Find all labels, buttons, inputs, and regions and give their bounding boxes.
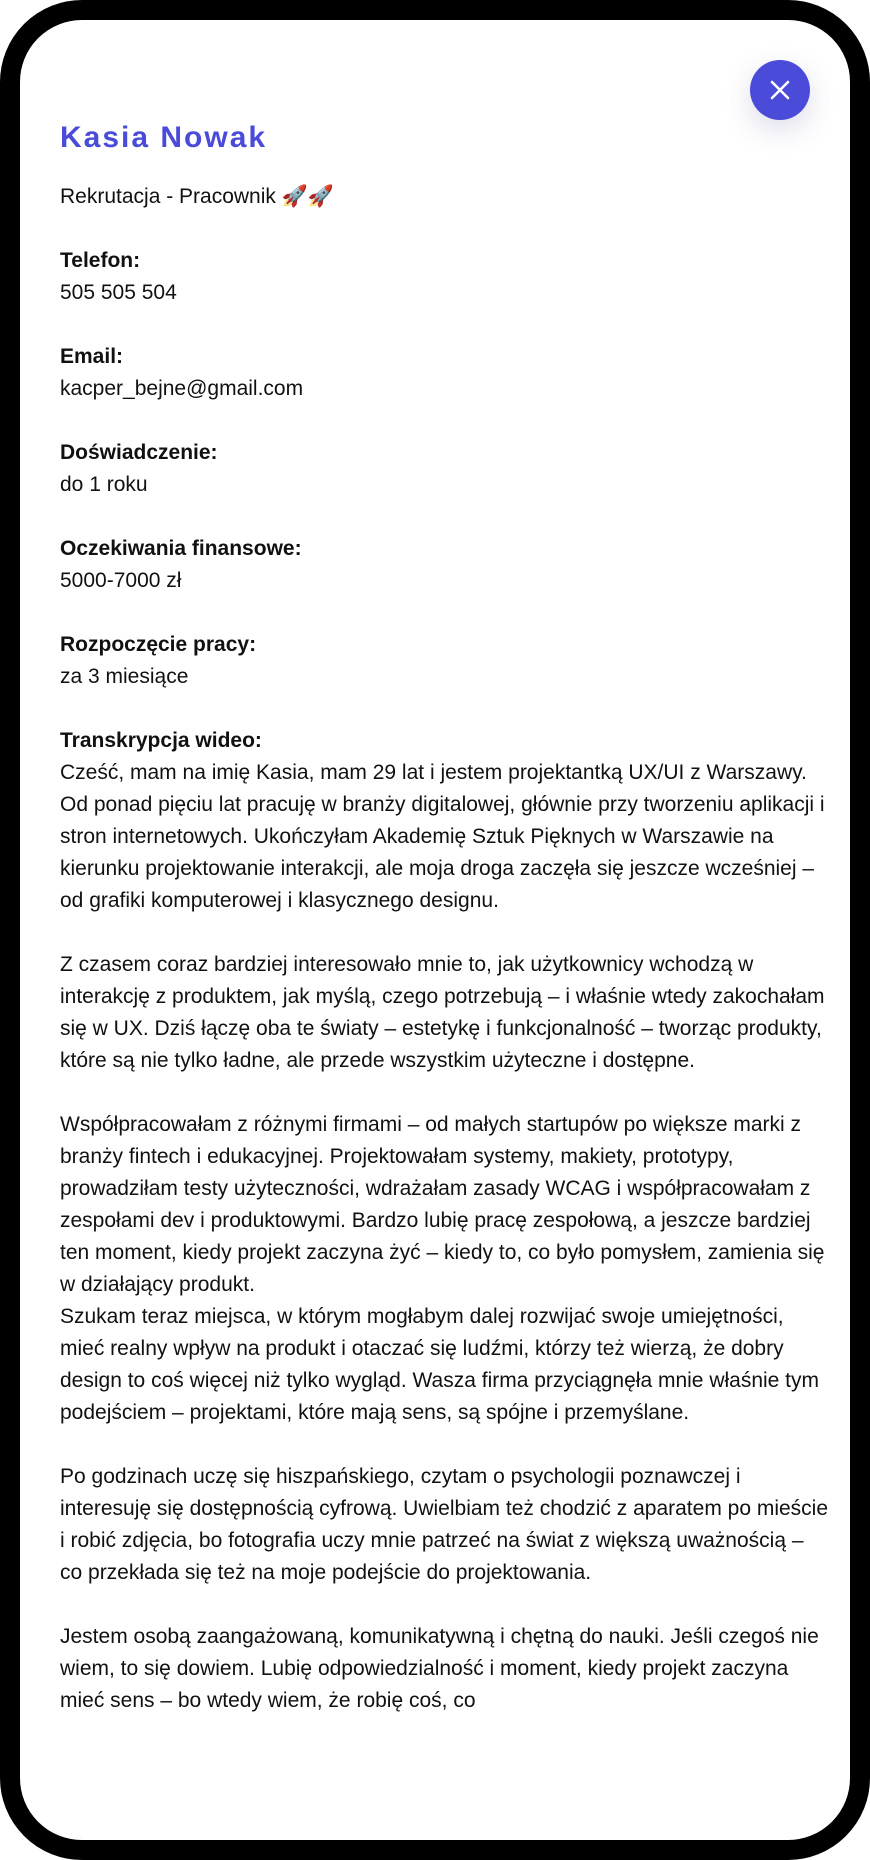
video-transcript [60,725,830,1717]
field-label: Oczekiwania finansowe: [60,537,302,560]
field-experience [60,437,830,501]
field-email [60,341,830,405]
recruitment-subtitle: Rekrutacja - Pracownik 🚀🚀 [60,185,335,208]
close-button[interactable] [750,60,810,120]
candidate-name: Kasia Nowak [60,121,268,154]
transcript-paragraph: Jestem osobą zaangażowaną, komunikatywną i chętną do nauki. Jeśli czegoś nie wiem, to się dowiem. Lubię odpowiedzialność i moment, kiedy projekt zaczyna mieć sens – bo wtedy wiem, że robię coś, co [60,1625,819,1712]
field-label: Email: [60,345,124,368]
email-value: kacper_bejne@gmail.com [60,377,304,400]
transcript-paragraph: Cześć, mam na imię Kasia, mam 29 lat i jestem projektantką UX/UI z Warszawy. Od ponad pięciu lat pracuję w branży digitalowej, głównie przy tworzeniu aplikacji i stron internetowych. Ukończyłam Akademię Sztuk Pięknych w Warszawie na kierunku projektowanie interakcji, ale moja droga zaczęła się jeszcze wcześniej – od grafiki komputerowej i klasycznego designu. [60,761,825,912]
transcript-paragraph: Po godzinach uczę się hiszpańskiego, czytam o psychologii poznawczej i interesuję się dostępnością cyfrową. Uwielbiam też chodzić z aparatem po mieście i robić zdjęcia, bo fotografia uczy mnie patrzeć na świat z większą uważnością – co przekłada się też na moje podejście do projektowania. [60,1465,829,1584]
candidate-details [60,120,830,1717]
phone-value: 505 505 504 [60,281,177,304]
field-label: Telefon: [60,249,141,272]
field-label: Doświadczenie: [60,441,218,464]
salary-value: 5000-7000 zł [60,569,182,592]
start-date-value: za 3 miesiące [60,665,189,688]
field-start-date [60,629,830,693]
field-phone [60,245,830,309]
field-salary-expectations [60,533,830,597]
close-icon [769,79,791,101]
transcript-paragraph: Szukam teraz miejsca, w którym mogłabym dalej rozwijać swoje umiejętności, mieć realny wpływ na produkt i otaczać się ludźmi, którzy też wierzą, że dobry design to coś więcej niż tylko wygląd. Wasza firma przyciągnęła mnie właśnie tym podejściem – projektami, które mają sens, są spójne i przemyślane. [60,1305,820,1424]
transcript-paragraph: Współpracowałam z różnymi firmami – od małych startupów po większe marki z branży fintech i edukacyjnej. Projektowałam systemy, makiety, prototypy, prowadziłam testy użyteczności, wdrażałam zasady WCAG i współpracowałam z zespołami dev i produktowymi. Bardzo lubię pracę zespołową, a jeszcze bardziej ten moment, kiedy projekt zaczyna żyć – kiedy to, co było pomysłem, zamienia się w działający produkt. [60,1113,825,1296]
transcript-paragraph: Z czasem coraz bardziej interesowało mnie to, jak użytkownicy wchodzą w interakcję z produktem, jak myślą, czego potrzebują – i właśnie wtedy zakochałam się w UX. Dziś łączę oba te światy – estetykę i funkcjonalność – tworząc produkty, które są nie tylko ładne, ale przede wszystkim użyteczne i dostępne. [60,953,825,1072]
experience-value: do 1 roku [60,473,148,496]
field-label: Rozpoczęcie pracy: [60,633,257,656]
transcript-label: Transkrypcja wideo: [60,729,262,752]
